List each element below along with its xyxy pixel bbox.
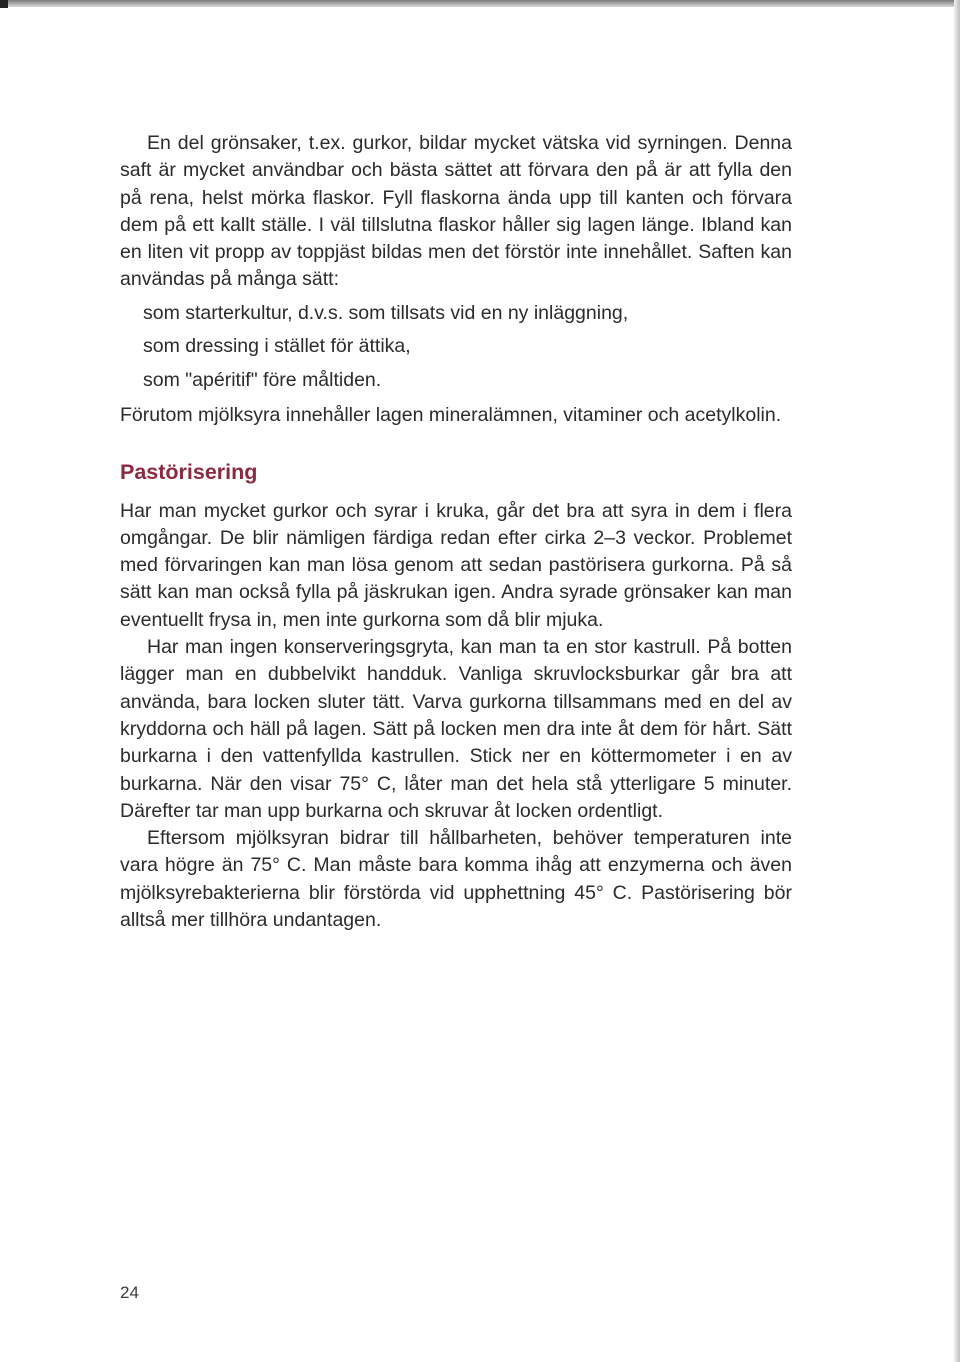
book-page: [120, 130, 792, 934]
section-paragraph-1: Har man mycket gurkor och syrar i kruka, går det bra att syra in dem i flera omgångar. De blir nämligen färdiga redan efter cirka 2–3 veckor. Problemet med förvaringen kan man lösa genom att sedan pastörisera gurkorna. På så sätt kan man också fylla på jäskrukan igen. Andra syrade grönsaker kan man eventuellt frysa in, men inte gurkorna som då blir mjuka.: [120, 499, 792, 631]
use-item-aperitif: som "apéritif" före måltiden.: [143, 368, 382, 391]
section-paragraph-3: Eftersom mjölksyran bidrar till hållbarheten, behöver temperaturen inte vara högre än 75° C. Man måste bara komma ihåg att enzymerna och även mjölksyrebakterierna blir förstörda vid upphettning 45° C. Pastörisering bör alltså mer tillhöra undantagen.: [120, 827, 792, 932]
intro-paragraph: En del grönsaker, t.ex. gurkor, bildar mycket vätska vid syrningen. Denna saft är mycket användbar och bästa sättet att förvara den på är att fylla den på rena, helst mörka flaskor. Fyll flaskorna ända upp till kanten och förvara dem på ett kallt ställe. I väl tillslutna flaskor håller sig lagen länge. Ibland kan en liten vit propp av toppjäst bildas men det förstör inte innehållet. Saften kan användas på många sätt:: [120, 132, 792, 291]
minerals-paragraph: Förutom mjölksyra innehåller lagen mineralämnen, vitaminer och acetylkolin.: [120, 404, 782, 427]
use-item-starter: som starterkultur, d.v.s. som tillsats vid en ny inläggning,: [143, 301, 629, 324]
page-number: 24: [120, 1283, 139, 1302]
scan-top-edge: [0, 0, 960, 7]
scan-corner-mark: [0, 0, 8, 8]
scan-right-edge: [954, 0, 960, 1362]
section-paragraph-2: Har man ingen konserveringsgryta, kan man ta en stor kastrull. På botten lägger man en dubbelvikt handduk. Vanliga skruvlocksburkar går bra att använda, bara locken sluter tätt. Varva gurkorna tillsammans med en del av kryddorna och häll på lagen. Sätt på locken men dra inte åt dem för hårt. Sätt burkarna i den vattenfyllda kastrullen. Stick ner en köttermometer i en av burkarna. När den visar 75° C, låter man det hela stå ytterligare 5 minuter. Därefter tar man upp burkarna och skruvar åt locken ordentligt.: [120, 636, 792, 822]
use-item-dressing: som dressing i stället för ättika,: [143, 335, 411, 358]
section-heading: Pastörisering: [120, 459, 258, 484]
